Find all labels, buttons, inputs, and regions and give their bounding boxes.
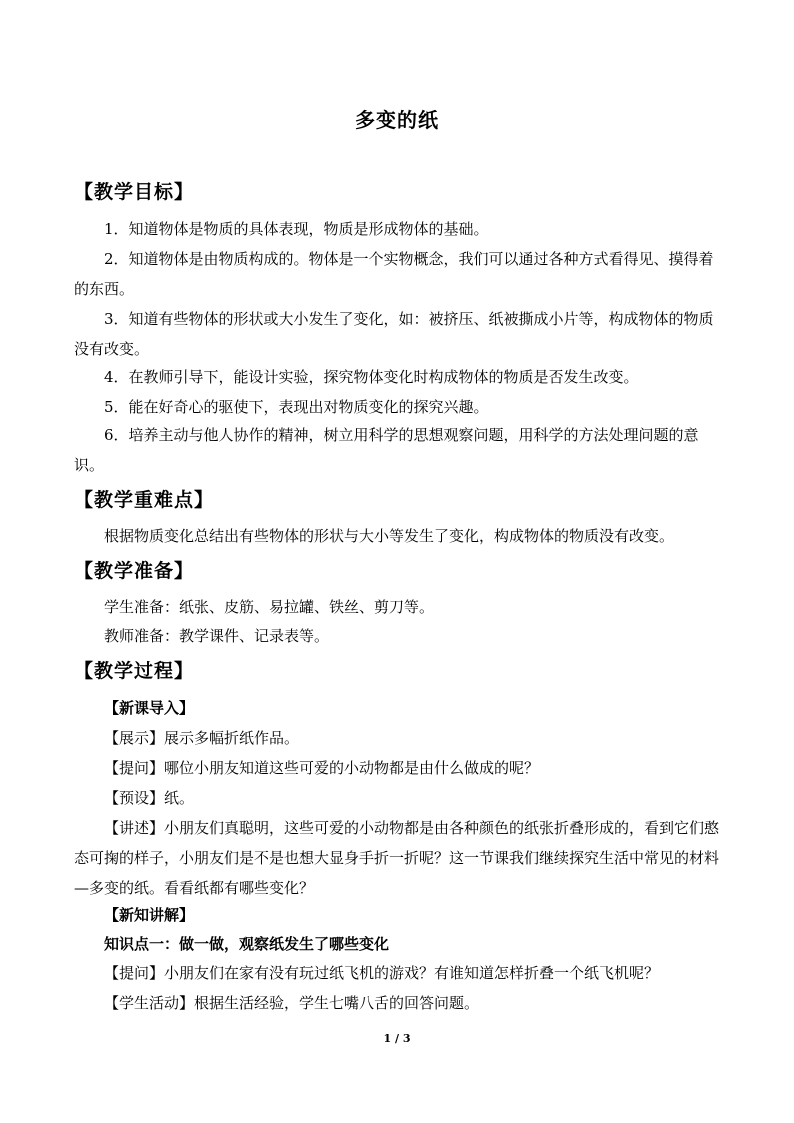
preset-text: 【预设】纸。 bbox=[104, 789, 195, 807]
section-heading-process: 【教学过程】 bbox=[74, 660, 195, 682]
section-heading-key-points: 【教学重难点】 bbox=[74, 489, 215, 511]
question-1: 【提问】哪位小朋友知道这些可爱的小动物都是由什么做成的呢？ bbox=[104, 759, 540, 777]
section-heading-prep: 【教学准备】 bbox=[74, 560, 195, 582]
goal-item-6: 6．培养主动与他人协作的精神，树立用科学的思想观察问题，用科学的方法处理问题的意识。 bbox=[74, 426, 699, 474]
goal-item-1: 1．知道物体是物质的具体表现，物质是形成物体的基础。 bbox=[104, 220, 489, 238]
key-points-text: 根据物质变化总结出有些物体的形状与大小等发生了变化，构成物体的物质没有改变。 bbox=[104, 527, 675, 545]
knowledge-point-1: 知识点一：做一做，观察纸发生了哪些变化 bbox=[104, 935, 390, 953]
goal-item-3: 3．知道有些物体的形状或大小发生了变化，如：被挤压、纸被撕成小片等，构成物体的物质没有改变。 bbox=[74, 310, 714, 358]
page-number: 1 / 3 bbox=[383, 1032, 411, 1045]
goal-item-4: 4．在教师引导下，能设计实验，探究物体变化时构成物体的物质是否发生改变。 bbox=[104, 368, 639, 386]
intro-heading: 【新课导入】 bbox=[104, 699, 195, 717]
new-knowledge-heading: 【新知讲解】 bbox=[104, 906, 195, 924]
student-activity: 【学生活动】根据生活经验，学生七嘴八舌的回答问题。 bbox=[104, 994, 480, 1012]
goal-item-2: 2．知道物体是由物质构成的。物体是一个实物概念，我们可以通过各种方式看得见、摸得着的东西。 bbox=[74, 250, 714, 298]
show-text: 【展示】展示多幅折纸作品。 bbox=[104, 729, 300, 747]
document-title: 多变的纸 bbox=[355, 108, 439, 132]
section-heading-goals: 【教学目标】 bbox=[74, 181, 195, 203]
prep-teacher: 教师准备：教学课件、记录表等。 bbox=[104, 627, 330, 645]
lecture-text: 【讲述】小朋友们真聪明，这些可爱的小动物都是由各种颜色的纸张折叠形成的，看到它们憨态可掬的样子，小朋友们是不是也想大显身手折一折呢？这一节课我们继续探究生活中常见的材料—多变的纸。看看纸都有哪些变化？ bbox=[74, 819, 720, 897]
question-2: 【提问】小朋友们在家有没有玩过纸飞机的游戏？有谁知道怎样折叠一个纸飞机呢？ bbox=[104, 964, 660, 982]
prep-student: 学生准备：纸张、皮筋、易拉罐、铁丝、剪刀等。 bbox=[104, 598, 435, 616]
goal-item-5: 5．能在好奇心的驱使下，表现出对物质变化的探究兴趣。 bbox=[104, 398, 489, 416]
